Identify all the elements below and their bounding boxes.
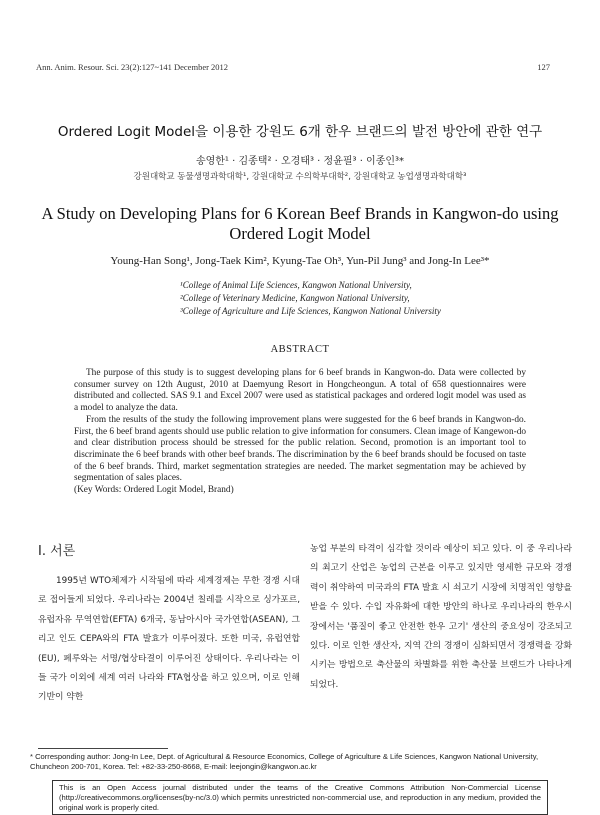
- footnote-divider: [38, 748, 168, 749]
- english-affiliations: [180, 279, 540, 318]
- journal-header: [36, 62, 550, 72]
- intro-paragraph-left: 1995년 WTO체제가 시작됨에 따라 세계경제는 무한 경쟁 시대로 접어들게 되었다. 우리나라는 2004년 칠레를 시작으로 싱가포르, 유럽자유 무역연합(EFTA) 6개국, 동남아시아 국가연합(ASEAN), 그리고 인도 CEPA와의 FTA 발효가 이루어졌다. 또한 미국, 유럽연합(EU), 페루와는 서명/협상타결이 이루어진 상태이다. 우리나라는 이들 국가 이외에 세계 여러 나라와 FTA협상을 하고 있으며, 이로 인해 기반이 약한: [38, 576, 300, 703]
- affiliation-3: ³College of Agriculture and Life Sciences, Kangwon National University: [180, 306, 441, 316]
- keywords: (Key Words: Ordered Logit Model, Brand): [74, 485, 234, 496]
- english-title: [40, 204, 560, 244]
- english-authors: Young-Han Song¹, Jong-Taek Kim², Kyung-Tae Oh³, Yun-Pil Jung³ and Jong-In Lee³*: [110, 255, 490, 267]
- abstract-heading: ABSTRACT: [270, 344, 330, 355]
- affiliation-2: ²College of Veterinary Medicine, Kangwon National University,: [180, 293, 410, 303]
- korean-affiliations: 강원대학교 동물생명과학대학¹, 강원대학교 수의학부대학², 강원대학교 농업생명과학대학³: [133, 172, 467, 182]
- corresponding-author-footnote: * Corresponding author: Jong-In Lee, Dept. of Agricultural & Resource Economics, College of Agriculture & Life Sciences, Kangwon National University, Chuncheon 200-701, Korea. Tel: +82-33-250-8668, E-mail: leejongin@kangwon.ac.kr: [30, 752, 539, 771]
- left-column: [38, 572, 300, 708]
- abstract-paragraph-2: From the results of the study the following improvement plans were suggested for the 6 beef brands in Kangwon-do. First, the 6 beef brand agents should use public relation to give information for consumers. Clean image of Kangewon-do and clear distribution process should be stressed for the public relation. Second, promotion is an important tool to discriminate the 6 beef brands with other beef brands. The discrimination by the 6 beef brands should be focused on taste of the 6 beef brands. Third, market segmentation strategies are needed. The market segmentation may be achieved by segmentation of sales places.: [74, 414, 526, 484]
- right-column: [310, 540, 572, 695]
- english-title-line-1: A Study on Developing Plans for 6 Korean Beef Brands in Kangwon-do using: [41, 204, 559, 223]
- intro-paragraph-right: 농업 부분의 타격이 심각할 것이라 예상이 되고 있다. 이 중 우리나라의 최고기 산업은 농업의 근본을 이루고 있지만 영세한 규모와 경쟁력이 취약하여 미국과의 FTA 발효 시 쇠고기 시장에 치명적인 영향을 받을 수 있다. 수입 자유화에 대한 방안의 하나로 우리나라의 한우시장에서는 '품질이 좋고 안전한 한우 고기' 생산의 중요성이 강조되고 있다. 이로 인한 생산자, 지역 간의 경쟁이 심화되면서 경쟁력을 강화시키는 방법으로 축산물의 차별화를 위한 축산물 브랜드가 나타나게 되었다.: [310, 544, 572, 690]
- abstract-paragraph-1: The purpose of this study is to suggest developing plans for 6 beef brands in Kangwon-do. Data were collected by consumer survey on 12th August, 2010 at Daemyung Resort in Hongcheongun. A total of 658 questionnaires were distributed and collected. SAS 9.1 and Excel 2007 were used as statistical packages and ordered logit model was used as a model to analyze the data.: [74, 368, 526, 414]
- section-heading: I. 서론: [38, 544, 76, 559]
- korean-title: Ordered Logit Model을 이용한 강원도 6개 한우 브랜드의 발전 방안에 관한 연구: [57, 124, 543, 140]
- abstract-body: [74, 368, 526, 497]
- affiliation-1: ¹College of Animal Life Sciences, Kangwon National University,: [180, 280, 412, 290]
- korean-authors: 송영한¹ · 김종택² · 오경태³ · 정윤필³ · 이종인³*: [195, 156, 405, 167]
- journal-citation: Ann. Anim. Resour. Sci. 23(2):127~141 December 2012: [36, 62, 229, 72]
- english-title-line-2: Ordered Logit Model: [229, 224, 371, 243]
- license-notice: This is an Open Access journal distributed under the teams of the Creative Commons Attribution Non-Commercial License (http://creativecommons.org/licenses(by-nc/3.0) which permits unrestricted non-commercial use, and reproduction in any medium, provided the original work is properly cited.: [52, 780, 548, 815]
- page-number: 127: [537, 62, 550, 72]
